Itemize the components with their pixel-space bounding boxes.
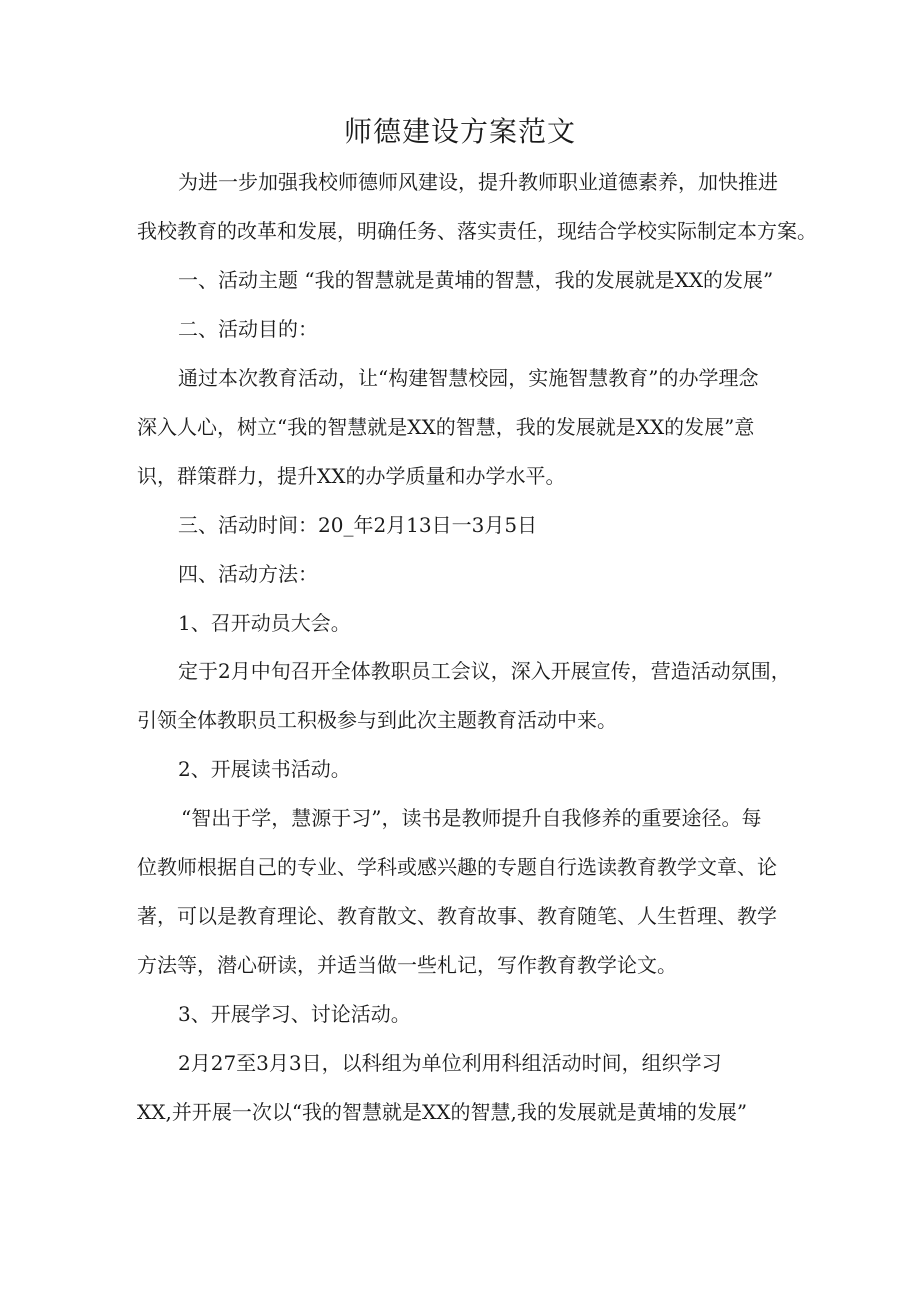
paragraph-line: 识，群策群力，提升XX的办学质量和办学水平。	[137, 464, 566, 488]
section-heading-time: 三、活动时间：20_年2月13日一3月5日	[178, 513, 538, 537]
section-heading-method: 四、活动方法：	[178, 562, 318, 586]
paragraph-line: 定于2月中旬召开全体教职员工会议，深入开展宣传，营造活动氛围，	[178, 659, 791, 683]
paragraph-line: 位教师根据自己的专业、学科或感兴趣的专题自行选读教育教学文章、论	[137, 855, 777, 879]
subsection-heading-2: 2、开展读书活动。	[178, 757, 351, 781]
paragraph-line: “智出于学，慧源于习”，读书是教师提升自我修养的重要途径。每	[181, 806, 762, 830]
paragraph-line: 通过本次教育活动，让“构建智慧校园，实施智慧教育”的办学理念	[178, 366, 759, 390]
paragraph-line: 深入人心，树立“我的智慧就是XX的智慧，我的发展就是XX的发展”意	[137, 415, 755, 439]
paragraph-line: 为进一步加强我校师德师风建设，提升教师职业道德素养，加快推进	[178, 170, 778, 194]
paragraph-line: 2月27至3月3日，以科组为单位利用科组活动时间，组织学习	[178, 1051, 722, 1075]
section-heading-purpose: 二、活动目的：	[178, 317, 318, 341]
paragraph-line: 引领全体教职员工积极参与到此次主题教育活动中来。	[137, 708, 617, 732]
paragraph-line: XX,并开展一次以“我的智慧就是XX的智慧,我的发展就是黄埔的发展”	[137, 1100, 748, 1124]
paragraph-line: 方法等，潜心研读，并适当做一些札记，写作教育教学论文。	[137, 953, 677, 977]
paragraph-line: 著，可以是教育理论、教育散文、教育故事、教育随笔、人生哲理、教学	[137, 904, 777, 928]
subsection-heading-1: 1、召开动员大会。	[178, 611, 351, 635]
document-title: 师德建设方案范文	[343, 115, 576, 148]
section-heading-theme: 一、活动主题 “我的智慧就是黄埔的智慧，我的发展就是XX的发展”	[178, 268, 774, 292]
subsection-heading-3: 3、开展学习、讨论活动。	[178, 1002, 411, 1026]
paragraph-line: 我校教育的改革和发展，明确任务、落实责任，现结合学校实际制定本方案。	[137, 219, 817, 243]
